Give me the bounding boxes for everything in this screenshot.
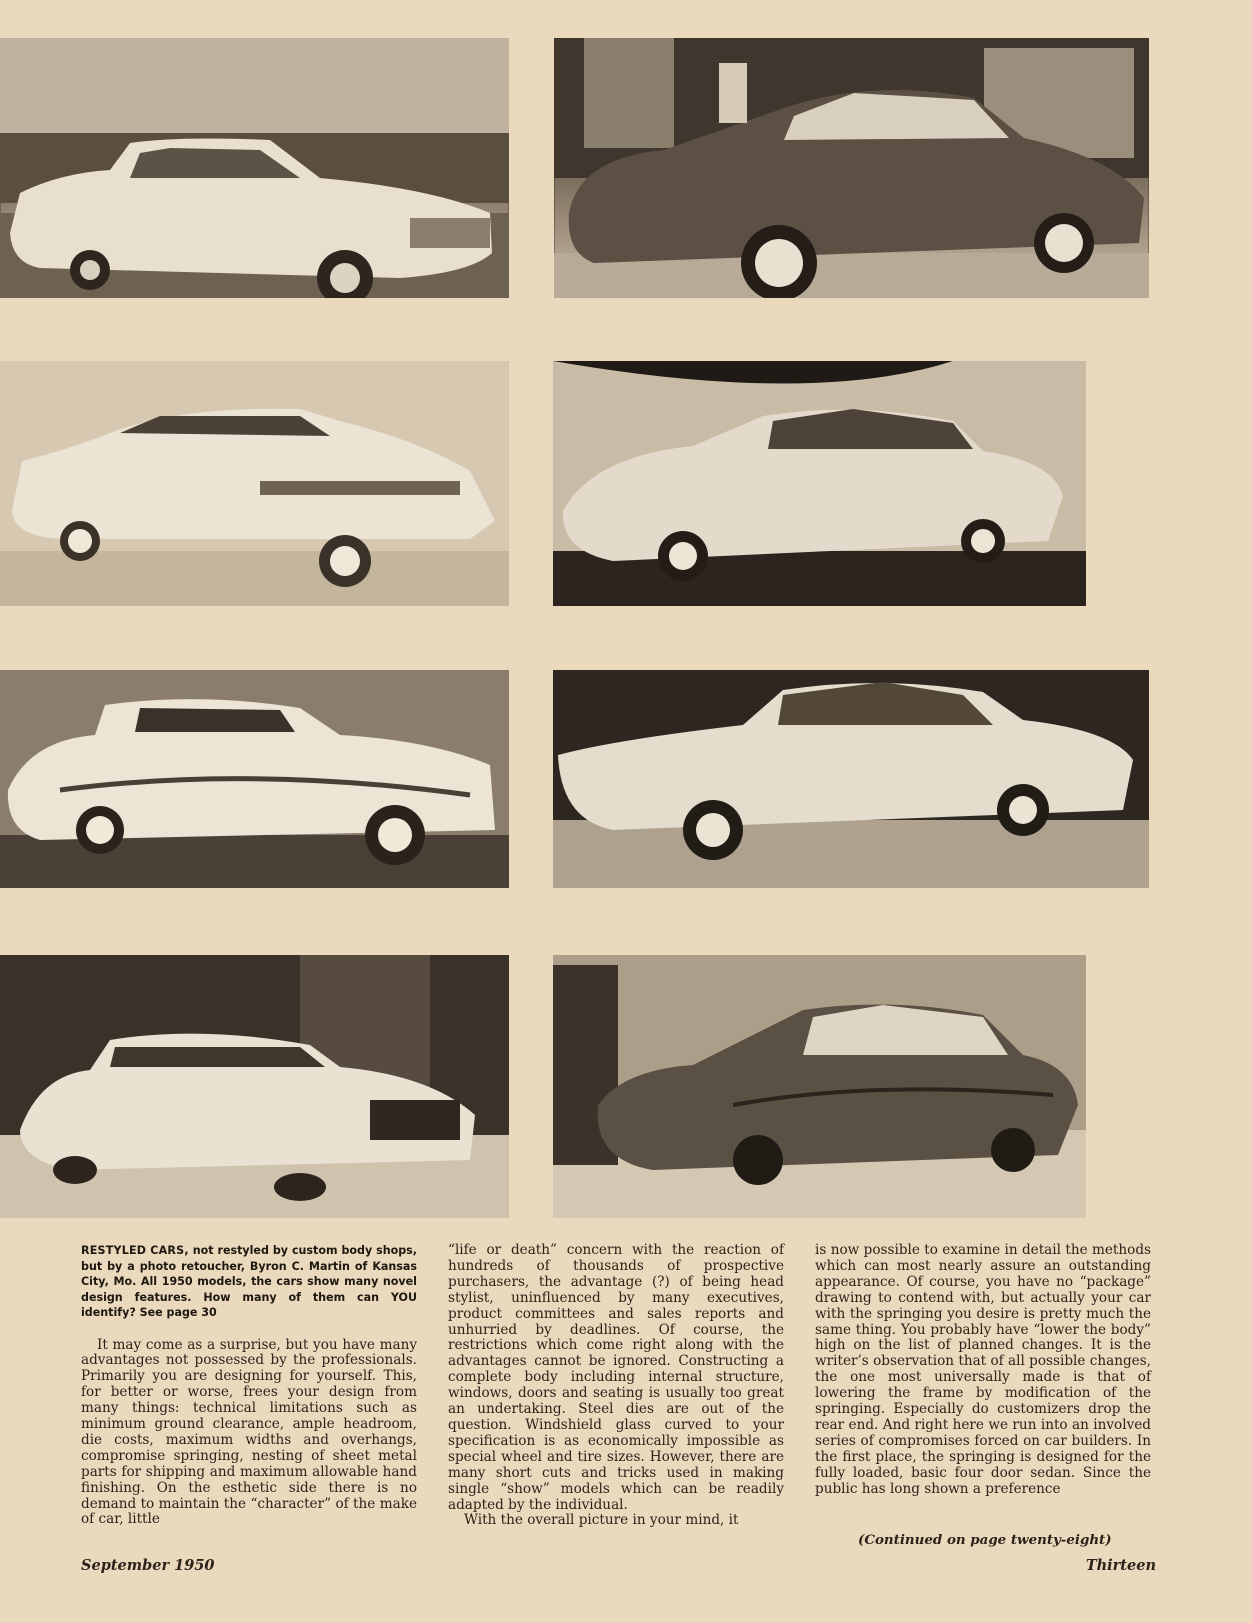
column-2-text-paragraph: With the overall picture in your mind, it xyxy=(464,1512,739,1529)
photo-caption xyxy=(81,1243,417,1321)
caption-text: not restyled by custom body shops, but by a photo retoucher, Byron C. Martin of Kansas City, Mo. All 1950 models, the cars show many novel design features. How many of them can YOU identify? See page 30 xyxy=(81,1244,417,1319)
car-photo-6 xyxy=(553,670,1149,888)
car-photo-2 xyxy=(554,38,1149,298)
car-photo-5 xyxy=(0,670,509,888)
column-2-text: “life or death” concern with the reaction of hundreds of thousands of prospective purchasers, the advantage (?) of being head stylist, uninfluenced by many executives, product committees and sales reports and unhurried by deadlines. Of course, the restrictions which come right along with the advantages cannot be ignored. Constructing a complete body including internal structure, windows, doors and seating is usually too great an undertaking. Steel dies are out of the question. Windshield glass curved to your specification is as economically impossible as special wheel and tire sizes. However, there are many short cuts and tricks used in making single “show” models which can be readily adapted by the individual. xyxy=(448,1242,784,1513)
car-photo-8 xyxy=(553,955,1086,1218)
column-1-text: It may come as a surprise, but you have many advantages not possessed by the professionals. Primarily you are designing for yourself. This, for better or worse, frees your design from many things: technical limitations such as minimum ground clearance, ample headroom, die costs, maximum widths and overhangs, compromise springing, nesting of sheet metal parts for shipping and maximum allowable hand finishing. On the esthetic side there is no demand to maintain the “character” of the make of car, little xyxy=(81,1336,417,1528)
car-photo-4 xyxy=(553,361,1086,606)
column-3-text: is now possible to examine in detail the methods which can most nearly assure an outstanding appearance. Of course, you have no “package” drawing to contend with, but actually your car with the springing you desire is pretty much the same thing. You probably have “lower the body” high on the list of planned changes. It is the writer’s observation that of all possible changes, the one most universally made is that of lowering the frame by modification of the springing. Especially do customizers drop the rear end. And right here we run into an involved series of compromises forced on car builders. In the first place, the springing is designed for the fully loaded, basic four door sedan. Since the public has long shown a preference xyxy=(815,1242,1152,1497)
article-column-3 xyxy=(815,1243,1151,1498)
car-photo-1 xyxy=(0,38,509,298)
caption-lead: RESTYLED CARS, xyxy=(81,1244,189,1257)
article-column-2 xyxy=(448,1243,784,1529)
footer-date: September 1950 xyxy=(81,1557,215,1574)
continued-note: (Continued on page twenty-eight) xyxy=(858,1532,1112,1548)
article-column-1 xyxy=(81,1243,417,1528)
footer-page-number: Thirteen xyxy=(1085,1557,1156,1574)
car-photo-7 xyxy=(0,955,509,1218)
car-photo-3 xyxy=(0,361,509,606)
